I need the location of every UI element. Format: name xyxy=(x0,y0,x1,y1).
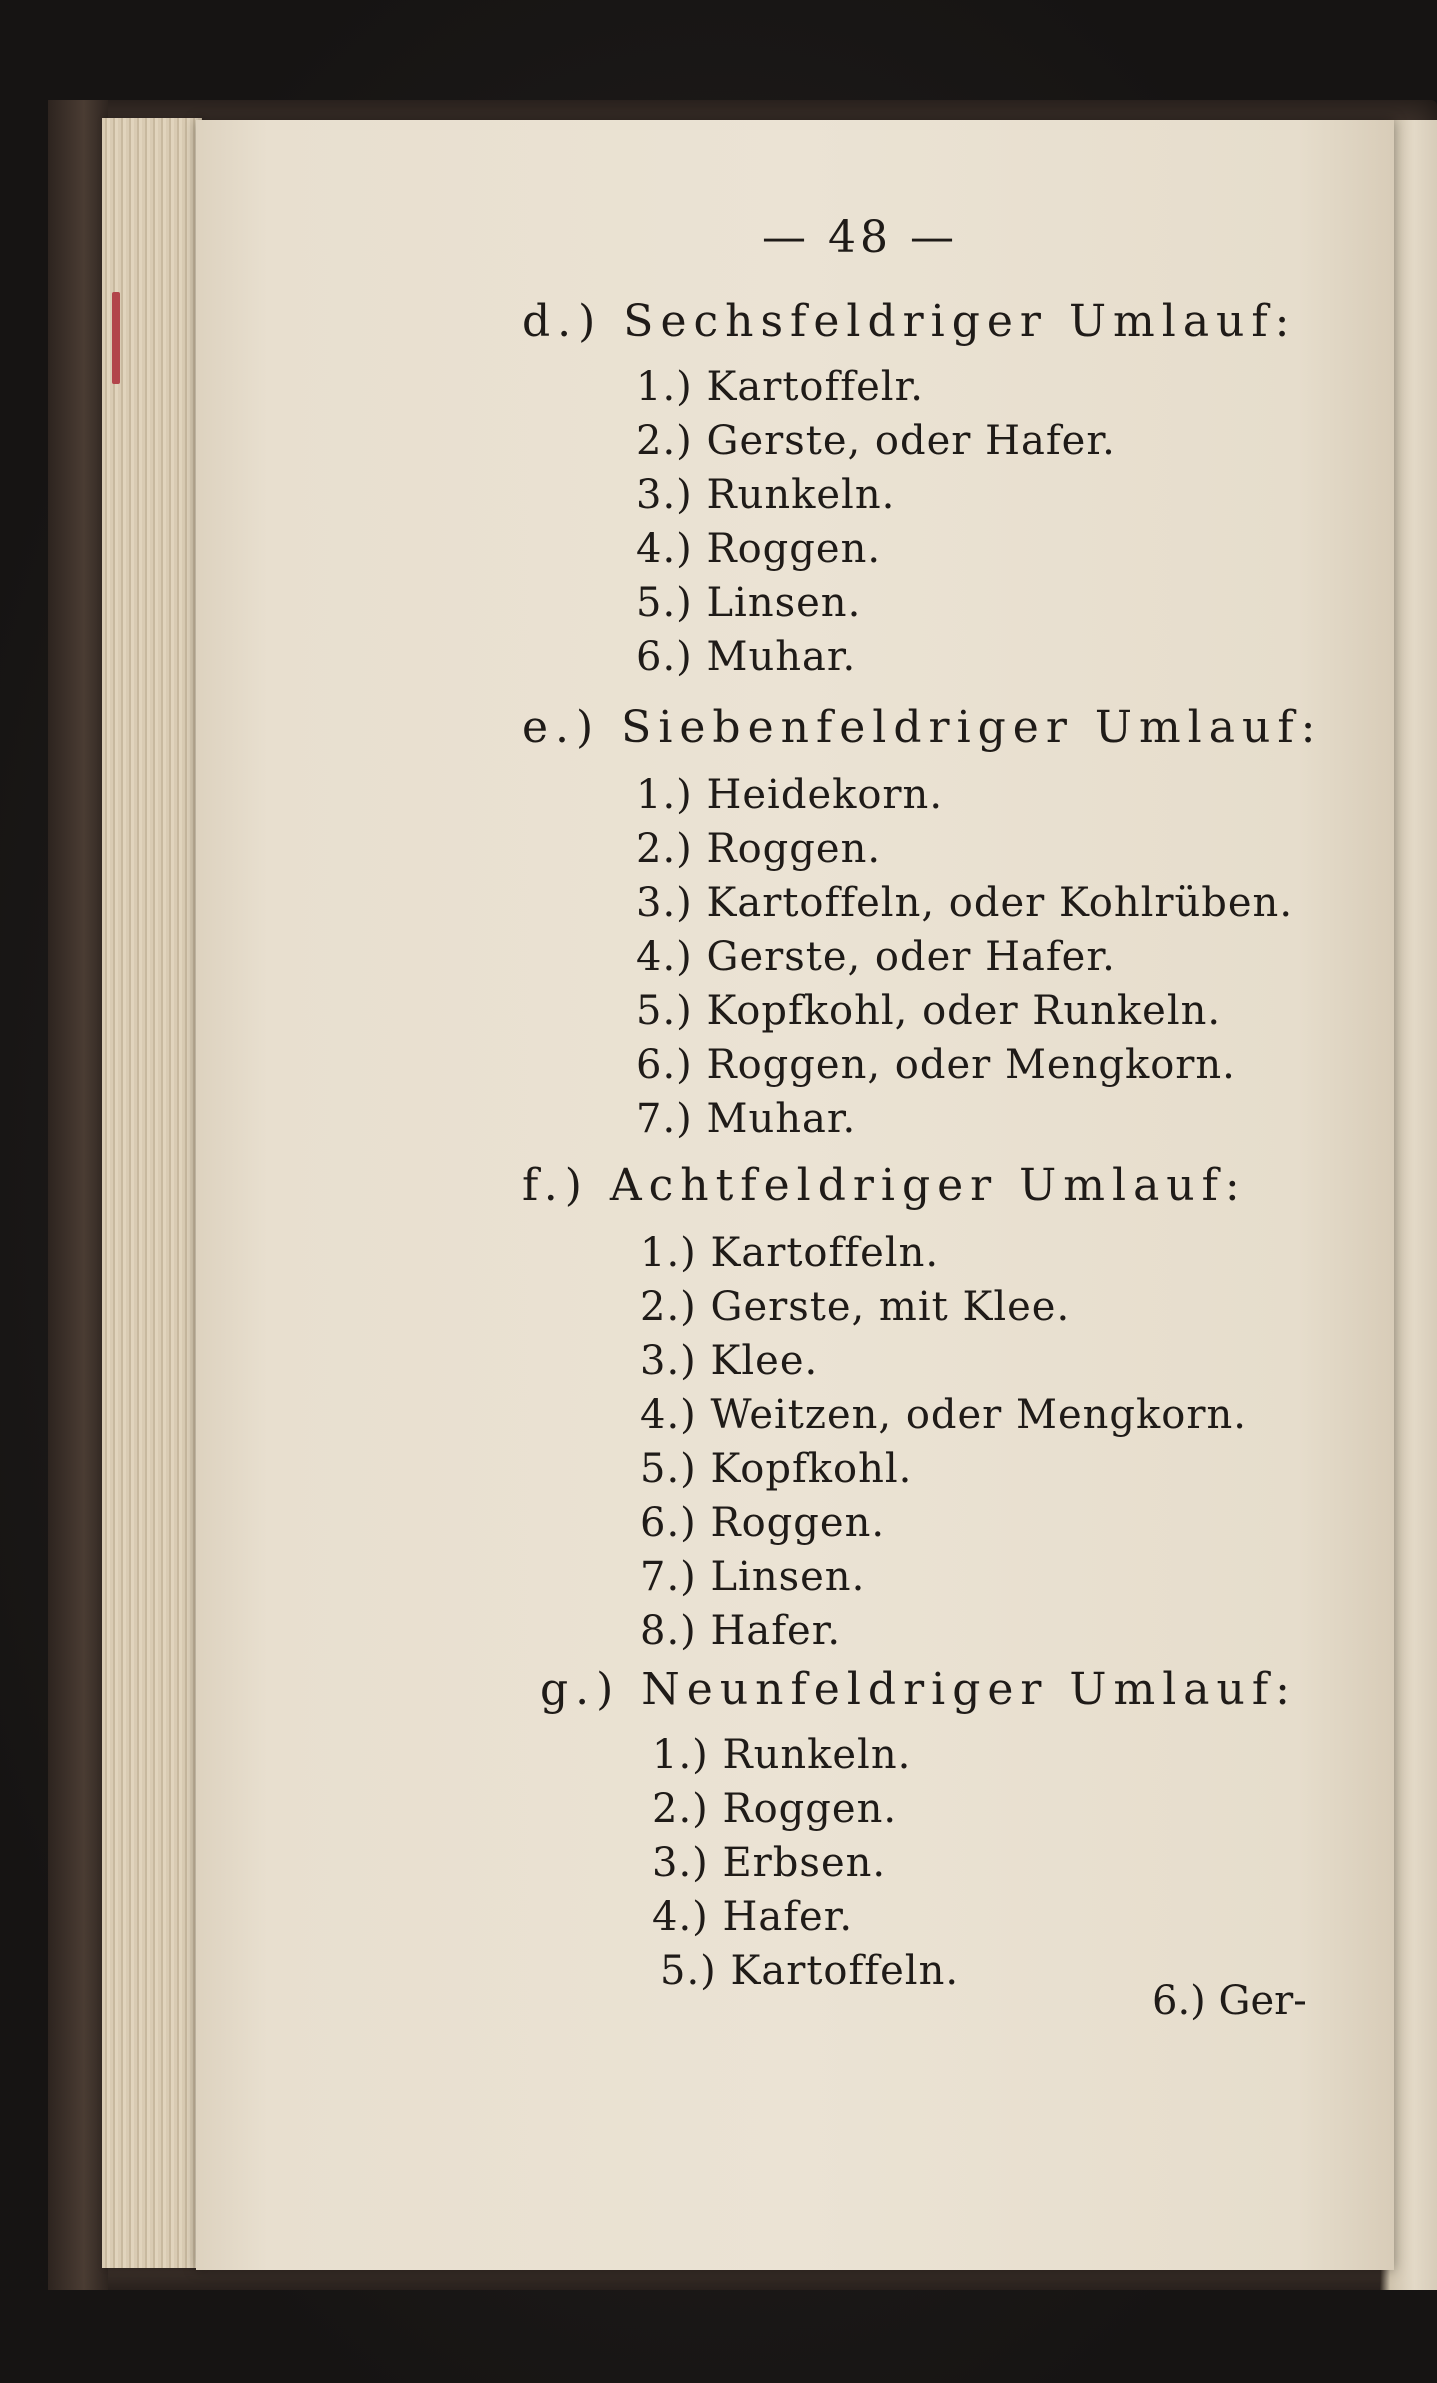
list-item: 2.) Roggen. xyxy=(636,826,882,872)
catchword: 6.) Ger- xyxy=(1152,1978,1307,2024)
list-item: 1.) Kartoffeln. xyxy=(640,1230,940,1276)
section-heading-e: e.) Siebenfeldriger Umlauf: xyxy=(522,702,1323,753)
section-heading-f: f.) Achtfeldriger Umlauf: xyxy=(522,1160,1247,1211)
list-item: 5.) Linsen. xyxy=(636,580,862,626)
list-item: 6.) Roggen, oder Mengkorn. xyxy=(636,1042,1236,1088)
page-edges xyxy=(102,118,202,2268)
list-item: 4.) Roggen. xyxy=(636,526,882,572)
list-item: 7.) Linsen. xyxy=(640,1554,866,1600)
list-item: 6.) Muhar. xyxy=(636,634,857,680)
list-item: 2.) Gerste, mit Klee. xyxy=(640,1284,1071,1330)
page-number: — 48 — xyxy=(762,212,958,263)
list-item: 3.) Klee. xyxy=(640,1338,819,1384)
list-item: 3.) Kartoffeln, oder Kohlrüben. xyxy=(636,880,1294,926)
list-item: 1.) Runkeln. xyxy=(652,1732,912,1778)
list-item: 4.) Hafer. xyxy=(652,1894,854,1940)
list-item: 2.) Roggen. xyxy=(652,1786,898,1832)
book-spine-edge xyxy=(48,100,108,2290)
list-item: 5.) Kartoffeln. xyxy=(660,1948,960,1994)
bookmark-ribbon-icon xyxy=(112,292,120,384)
list-item: 4.) Gerste, oder Hafer. xyxy=(636,934,1116,980)
list-item: 1.) Kartoffelr. xyxy=(636,364,925,410)
list-item: 4.) Weitzen, oder Mengkorn. xyxy=(640,1392,1247,1438)
section-heading-d: d.) Sechsfeldriger Umlauf: xyxy=(522,296,1297,347)
list-item: 3.) Erbsen. xyxy=(652,1840,887,1886)
list-item: 8.) Hafer. xyxy=(640,1608,842,1654)
list-item: 6.) Roggen. xyxy=(640,1500,886,1546)
section-heading-g: g.) Neunfeldriger Umlauf: xyxy=(540,1664,1297,1715)
list-item: 1.) Heidekorn. xyxy=(636,772,944,818)
list-item: 2.) Gerste, oder Hafer. xyxy=(636,418,1116,464)
list-item: 5.) Kopfkohl, oder Runkeln. xyxy=(636,988,1222,1034)
list-item: 3.) Runkeln. xyxy=(636,472,896,518)
list-item: 7.) Muhar. xyxy=(636,1096,857,1142)
list-item: 5.) Kopfkohl. xyxy=(640,1446,913,1492)
